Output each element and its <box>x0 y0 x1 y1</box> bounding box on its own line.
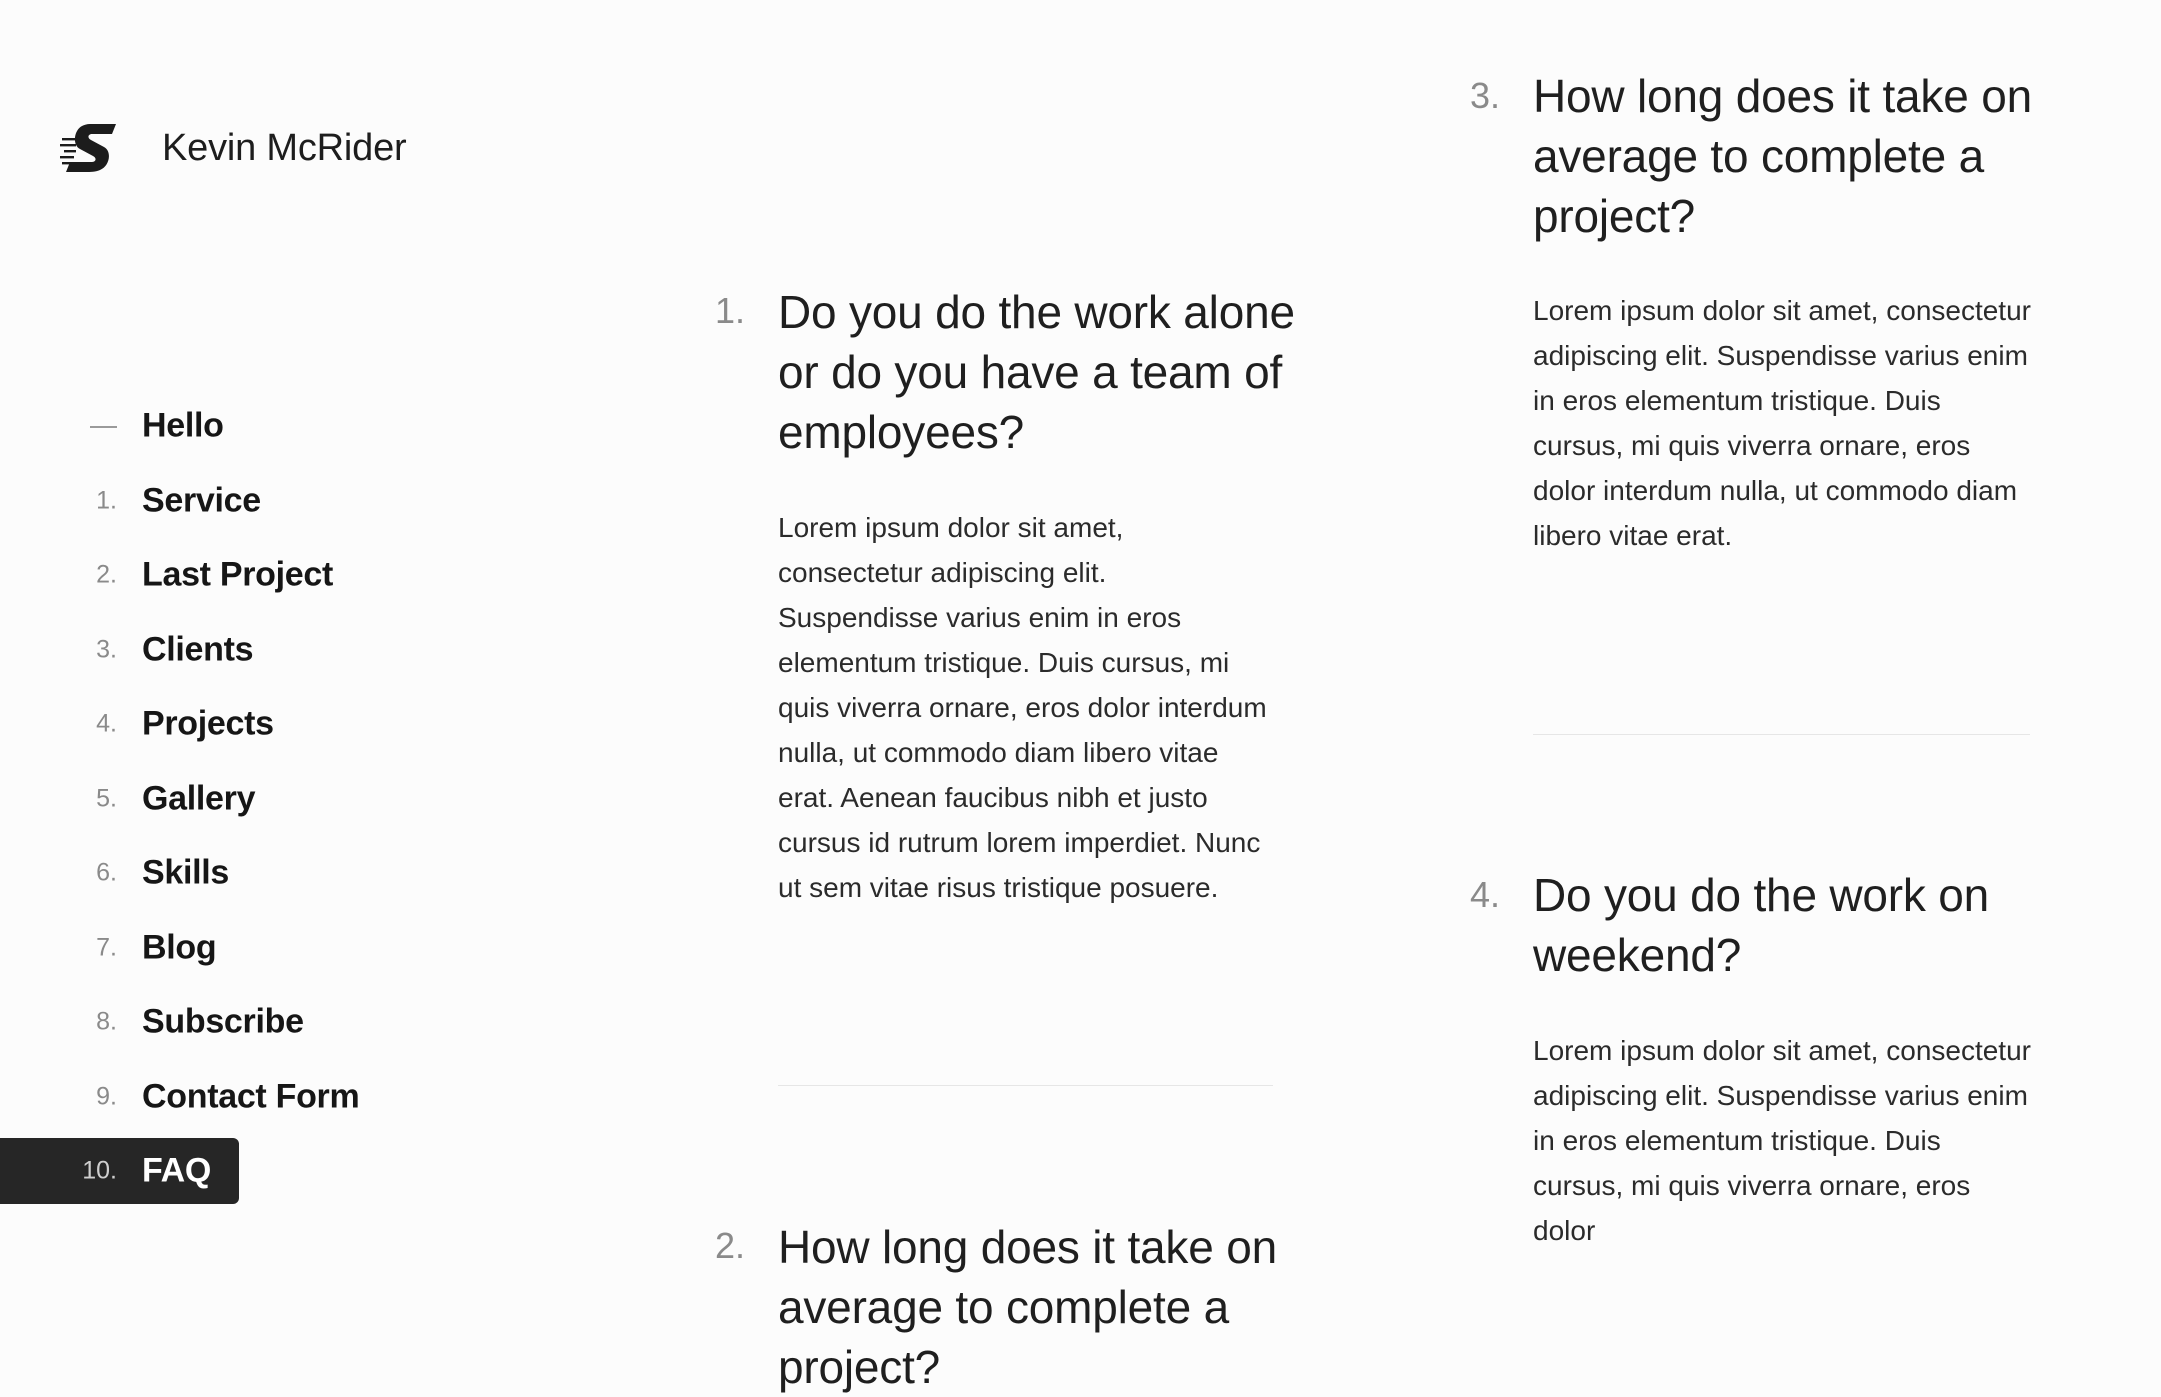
nav-item-contact-form[interactable] <box>0 1064 360 1130</box>
faq-question: Do you do the work on weekend? <box>1533 869 1990 981</box>
nav-item-number: 3. <box>96 635 117 663</box>
nav-item-faq[interactable] <box>0 1138 239 1204</box>
faq-question: How long does it take on average to complete a project? <box>778 1221 1277 1393</box>
faq-number: 2. <box>714 1225 745 1266</box>
nav-item-skills[interactable] <box>0 840 239 906</box>
speed-s-logo-icon <box>60 120 120 176</box>
nav-item-service[interactable] <box>0 468 261 534</box>
nav-item-number: 5. <box>96 784 117 812</box>
nav-item-number: 1. <box>96 486 117 514</box>
faq-question: How long does it take on average to complete a project? <box>1533 70 2032 242</box>
nav-item-label: Skills <box>142 853 230 892</box>
nav-item-label: Last Project <box>142 555 334 594</box>
nav-item-gallery[interactable] <box>0 766 256 832</box>
nav-item-label: Projects <box>142 704 274 743</box>
brand[interactable] <box>60 118 406 178</box>
nav-item-blog[interactable] <box>0 915 239 981</box>
nav-item-subscribe[interactable] <box>0 989 304 1055</box>
nav-item-last-project[interactable] <box>0 542 334 608</box>
nav-item-number: 6. <box>96 858 117 887</box>
nav-item-label: Service <box>142 481 261 519</box>
nav-item-number: 7. <box>96 933 117 961</box>
nav-item-label: Clients <box>142 630 254 668</box>
nav-item-projects[interactable] <box>0 691 274 757</box>
faq-divider <box>1533 734 2030 735</box>
nav-item-label: Blog <box>142 928 217 966</box>
nav-item-number: 10. <box>82 1156 117 1185</box>
nav-item-label: FAQ <box>142 1151 211 1190</box>
brand-name: Kevin McRider <box>162 126 407 169</box>
faq-answer: Lorem ipsum dolor sit amet, consectetur adipiscing elit. Suspendisse varius enim in eros elementum tristique. Duis cursus, mi quis viverra ornare, eros dolor <box>1533 1035 2031 1246</box>
nav-item-clients[interactable] <box>0 617 254 683</box>
nav-item-label: Hello <box>142 406 224 445</box>
nav-item-number: 9. <box>96 1082 117 1110</box>
nav-item-number: 2. <box>96 560 117 589</box>
nav-item-label: Contact Form <box>142 1077 360 1115</box>
sidebar-nav <box>0 393 420 1204</box>
faq-answer: Lorem ipsum dolor sit amet, consectetur adipiscing elit. Suspendisse varius enim in eros elementum tristique. Duis cursus, mi quis viverra ornare, eros dolor interdum nulla, ut commodo diam libero vitae erat. <box>1533 295 2031 551</box>
nav-item-hello[interactable] <box>0 393 239 459</box>
nav-item-label: Gallery <box>142 779 256 817</box>
faq-divider <box>778 1085 1273 1086</box>
nav-item-number: 4. <box>96 709 117 738</box>
faq-number: 1. <box>714 290 745 331</box>
nav-item-label: Subscribe <box>142 1002 304 1041</box>
nav-item-number: 8. <box>96 1007 117 1036</box>
faq-question: Do you do the work alone or do you have a team of employees? <box>778 286 1295 458</box>
faq-answer: Lorem ipsum dolor sit amet, consectetur adipiscing elit. Suspendisse varius enim in eros elementum tristique. Duis cursus, mi quis viverra ornare, eros dolor interdum nulla, ut commodo diam libero vitae erat. Aenean faucibus nibh et justo cursus id rutrum lorem imperdiet. Nunc ut sem vitae risus tristique posuere. <box>778 512 1267 903</box>
dash-icon <box>90 426 117 428</box>
faq-number: 3. <box>1469 75 1500 116</box>
faq-number: 4. <box>1469 874 1500 915</box>
